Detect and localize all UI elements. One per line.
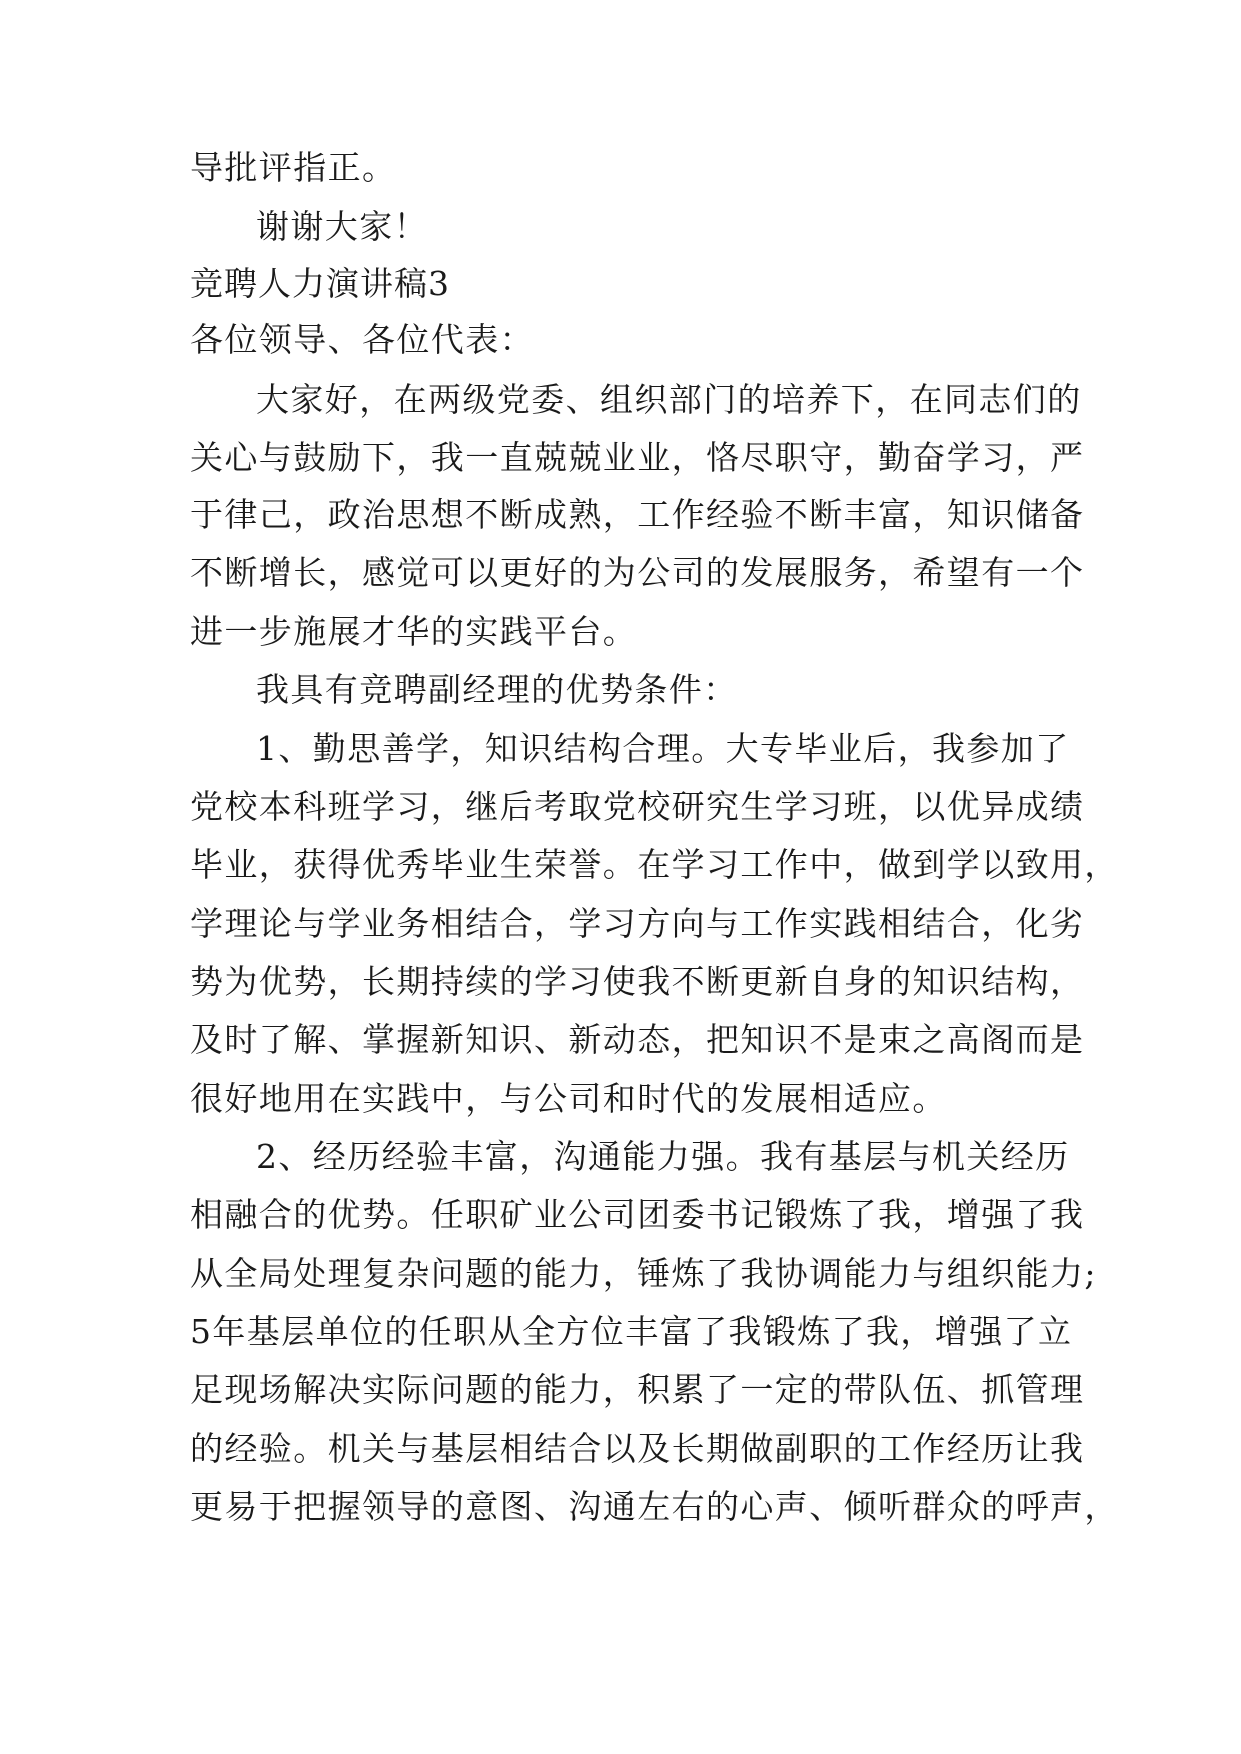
text-line: 党校本科班学习，继后考取党校研究生学习班，以优异成绩 — [190, 787, 1085, 826]
text-line: 导批评指正。 — [190, 148, 397, 187]
text-line: 大家好，在两级党委、组织部门的培养下，在同志们的 — [256, 380, 1082, 419]
text-line: 势为优势，长期持续的学习使我不断更新自身的知识结构， — [190, 962, 1085, 1001]
text-line: 于律己，政治思想不断成熟，工作经验不断丰富，知识储备 — [190, 495, 1085, 534]
text-line: 5年基层单位的任职从全方位丰富了我锻炼了我，增强了立 — [190, 1312, 1073, 1351]
text-line: 及时了解、掌握新知识、新动态，把知识不是束之高阁而是 — [190, 1020, 1085, 1059]
salutation: 各位领导、各位代表： — [190, 320, 534, 359]
text-line: 不断增长，感觉可以更好的为公司的发展服务，希望有一个 — [190, 553, 1085, 592]
text-line: 我具有竞聘副经理的优势条件： — [256, 670, 738, 709]
text-line: 很好地用在实践中，与公司和时代的发展相适应。 — [190, 1079, 947, 1118]
text-line: 进一步施展才华的实践平台。 — [190, 612, 638, 651]
text-line: 的经验。机关与基层相结合以及长期做副职的工作经历让我 — [190, 1429, 1085, 1468]
section-title: 竞聘人力演讲稿3 — [190, 264, 450, 303]
text-line: 2、经历经验丰富，沟通能力强。我有基层与机关经历 — [256, 1137, 1070, 1176]
text-line: 更易于把握领导的意图、沟通左右的心声、倾听群众的呼声， — [190, 1487, 1119, 1526]
text-line: 1、勤思善学，知识结构合理。大专毕业后，我参加了 — [256, 729, 1070, 768]
text-line: 相融合的优势。任职矿业公司团委书记锻炼了我，增强了我 — [190, 1195, 1085, 1234]
text-line: 从全局处理复杂问题的能力，锤炼了我协调能力与组织能力; — [190, 1254, 1097, 1293]
text-line: 学理论与学业务相结合，学习方向与工作实践相结合，化劣 — [190, 904, 1085, 943]
text-line: 毕业，获得优秀毕业生荣誉。在学习工作中，做到学以致用， — [190, 845, 1119, 884]
text-line: 足现场解决实际问题的能力，积累了一定的带队伍、抓管理 — [190, 1370, 1085, 1409]
text-line: 谢谢大家！ — [256, 207, 428, 246]
text-line: 关心与鼓励下，我一直兢兢业业，恪尽职守，勤奋学习，严 — [190, 438, 1085, 477]
